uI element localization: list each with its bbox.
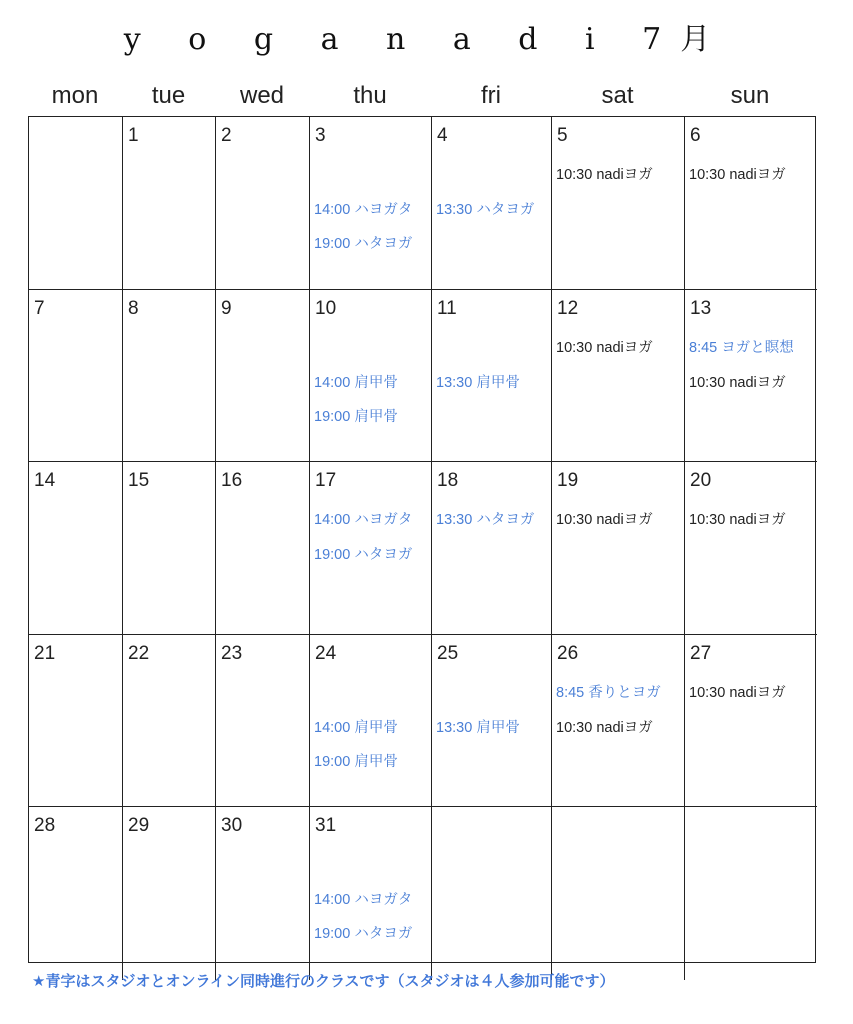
studio-class-event[interactable]: 10:30 nadiヨガ xyxy=(556,512,653,528)
online-class-event[interactable]: 14:00 ハヨガタ xyxy=(314,512,413,528)
weekday-wed: wed xyxy=(239,82,285,109)
day-number: 23 xyxy=(221,642,243,664)
calendar-day-cell[interactable] xyxy=(552,117,685,290)
day-number: 16 xyxy=(221,470,243,491)
day-number: 11 xyxy=(437,297,457,319)
day-number: 19 xyxy=(557,470,579,491)
calendar-grid xyxy=(28,116,816,963)
weekday-mon: mon xyxy=(51,82,99,109)
calendar-day-cell[interactable] xyxy=(29,635,123,808)
calendar-title: y o g a n a d i 7月 xyxy=(123,22,730,57)
calendar-day-cell[interactable] xyxy=(310,290,432,463)
calendar-day-cell[interactable] xyxy=(123,462,216,635)
calendar-day-cell[interactable] xyxy=(29,290,123,463)
calendar-day-cell[interactable] xyxy=(310,635,432,808)
calendar-day-cell[interactable] xyxy=(552,290,685,463)
studio-class-event[interactable]: 10:30 nadiヨガ xyxy=(689,512,786,528)
day-number: 2 xyxy=(221,125,232,146)
calendar-day-cell[interactable] xyxy=(123,117,216,290)
calendar-day-cell[interactable] xyxy=(216,635,310,808)
studio-class-event[interactable]: 10:30 nadiヨガ xyxy=(556,167,653,183)
day-number: 17 xyxy=(315,470,337,491)
calendar-day-cell[interactable] xyxy=(216,117,310,290)
calendar-day-cell[interactable] xyxy=(29,462,123,635)
calendar-day-cell[interactable] xyxy=(123,635,216,808)
online-class-event[interactable]: 8:45 ヨガと瞑想 xyxy=(689,339,794,356)
day-number: 8 xyxy=(128,297,139,319)
calendar-day-cell[interactable] xyxy=(123,290,216,463)
day-number: 9 xyxy=(221,297,232,319)
calendar-day-cell[interactable] xyxy=(432,117,552,290)
calendar-day-cell[interactable] xyxy=(685,635,817,808)
calendar-day-cell[interactable] xyxy=(216,807,310,980)
online-class-event[interactable]: 13:30 肩甲骨 xyxy=(436,374,520,391)
day-number: 29 xyxy=(128,815,150,836)
online-class-event[interactable]: 14:00 ハヨガタ xyxy=(314,202,413,218)
online-class-event[interactable]: 19:00 ハタヨガ xyxy=(314,236,413,252)
calendar-day-cell[interactable] xyxy=(685,117,817,290)
online-class-event[interactable]: 8:45 香りとヨガ xyxy=(556,684,661,701)
day-number: 21 xyxy=(34,642,56,664)
calendar-day-cell[interactable] xyxy=(552,462,685,635)
day-number: 31 xyxy=(315,815,337,836)
calendar-day-cell[interactable] xyxy=(552,635,685,808)
online-class-event[interactable]: 14:00 肩甲骨 xyxy=(314,374,398,391)
day-number: 22 xyxy=(128,642,150,664)
legend-note: ★青字はスタジオとオンライン同時進行のクラスです（スタジオは４人参加可能です） xyxy=(32,973,615,990)
studio-class-event[interactable]: 10:30 nadiヨガ xyxy=(556,339,653,356)
calendar-day-cell[interactable] xyxy=(216,290,310,463)
day-number: 6 xyxy=(690,125,701,146)
online-class-event[interactable]: 13:30 ハタヨガ xyxy=(436,512,535,528)
calendar-day-cell[interactable] xyxy=(29,807,123,980)
weekday-thu: thu xyxy=(353,82,387,109)
weekday-tue: tue xyxy=(151,82,186,109)
day-number: 13 xyxy=(690,297,712,319)
studio-class-event[interactable]: 10:30 nadiヨガ xyxy=(689,374,786,391)
day-number: 20 xyxy=(690,470,712,491)
calendar-day-cell[interactable] xyxy=(310,807,432,980)
day-number: 3 xyxy=(315,125,326,146)
studio-class-event[interactable]: 10:30 nadiヨガ xyxy=(689,684,786,701)
day-number: 10 xyxy=(315,297,337,319)
day-number: 18 xyxy=(437,470,459,491)
studio-class-event[interactable]: 10:30 nadiヨガ xyxy=(689,167,786,183)
day-number: 25 xyxy=(437,642,459,664)
calendar-day-cell[interactable] xyxy=(216,462,310,635)
online-class-event[interactable]: 19:00 肩甲骨 xyxy=(314,408,398,425)
calendar-day-cell[interactable] xyxy=(310,462,432,635)
calendar-day-cell[interactable] xyxy=(432,290,552,463)
studio-class-event[interactable]: 10:30 nadiヨガ xyxy=(556,719,653,736)
weekday-header xyxy=(28,82,816,112)
day-number: 30 xyxy=(221,815,243,836)
online-class-event[interactable]: 13:30 肩甲骨 xyxy=(436,719,520,736)
day-number: 12 xyxy=(557,297,579,319)
calendar-day-cell[interactable] xyxy=(685,290,817,463)
weekday-sat: sat xyxy=(601,82,634,109)
calendar-day-cell[interactable] xyxy=(685,462,817,635)
weekday-fri: fri xyxy=(481,82,501,109)
weekday-sun: sun xyxy=(730,82,770,109)
online-class-event[interactable]: 13:30 ハタヨガ xyxy=(436,202,535,218)
calendar-day-cell[interactable] xyxy=(552,807,685,980)
online-class-event[interactable]: 19:00 ハタヨガ xyxy=(314,926,413,942)
day-number: 14 xyxy=(34,470,56,491)
day-number: 15 xyxy=(128,470,150,491)
calendar-day-cell[interactable] xyxy=(123,807,216,980)
online-class-event[interactable]: 19:00 ハタヨガ xyxy=(314,547,413,563)
online-class-event[interactable]: 14:00 ハヨガタ xyxy=(314,892,413,908)
calendar-day-cell[interactable] xyxy=(29,117,123,290)
calendar-day-cell[interactable] xyxy=(432,807,552,980)
day-number: 5 xyxy=(557,125,568,146)
calendar-day-cell[interactable] xyxy=(432,462,552,635)
online-class-event[interactable]: 14:00 肩甲骨 xyxy=(314,719,398,736)
day-number: 28 xyxy=(34,815,56,836)
day-number: 1 xyxy=(128,125,139,146)
day-number: 7 xyxy=(34,297,45,319)
day-number: 4 xyxy=(437,125,448,146)
online-class-event[interactable]: 19:00 肩甲骨 xyxy=(314,753,398,770)
calendar-day-cell[interactable] xyxy=(685,807,817,980)
calendar-day-cell[interactable] xyxy=(432,635,552,808)
calendar-day-cell[interactable] xyxy=(310,117,432,290)
day-number: 26 xyxy=(557,642,579,664)
day-number: 27 xyxy=(690,642,712,664)
day-number: 24 xyxy=(315,642,337,664)
